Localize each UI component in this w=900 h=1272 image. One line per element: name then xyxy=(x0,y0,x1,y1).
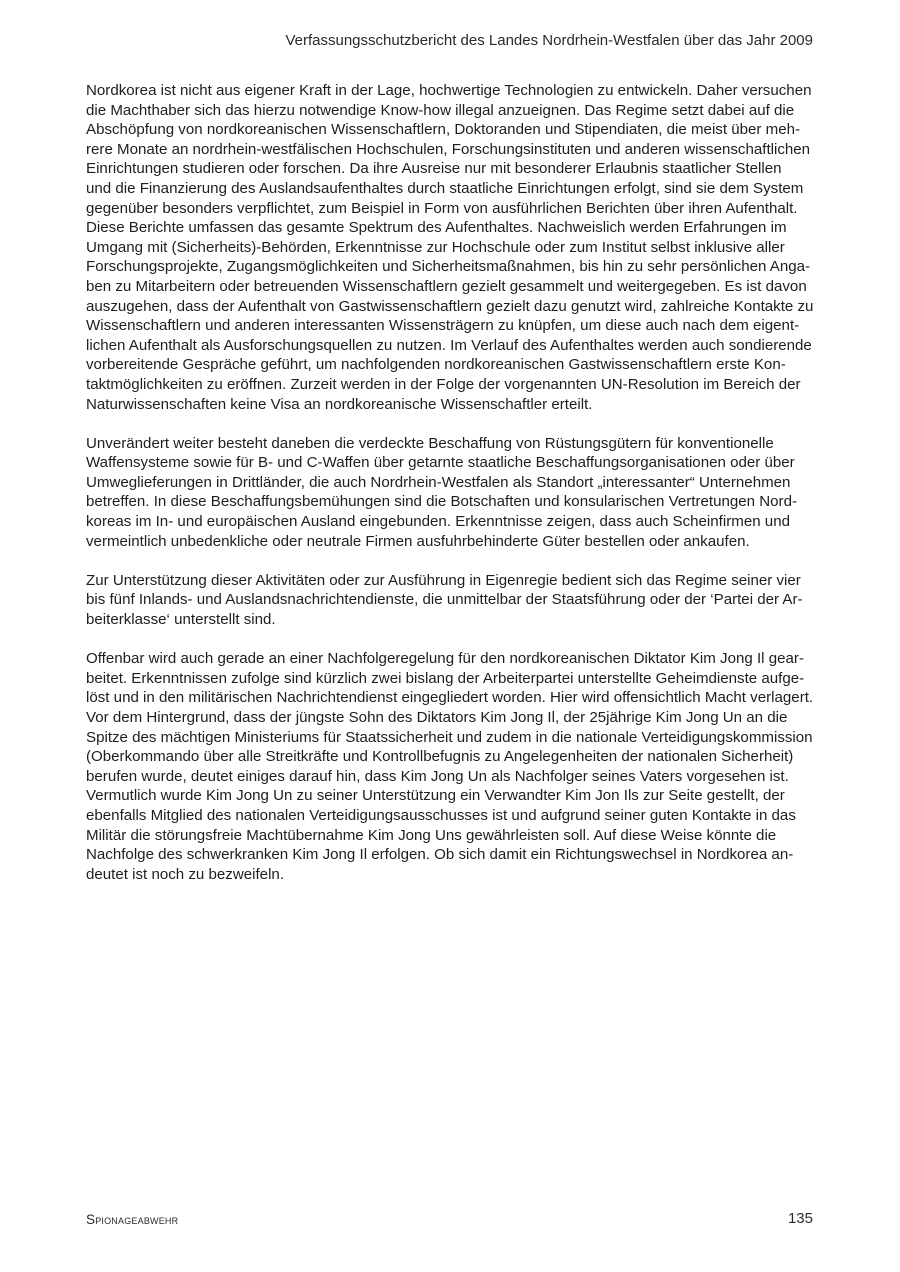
text-line: Vermutlich wurde Kim Jong Un zu seiner Unterstützung ein Verwandter Kim Jon Ils zur Seite gestellt, der xyxy=(86,787,785,805)
paragraph xyxy=(86,571,814,630)
text-line: Militär die störungsfreie Machtübernahme Kim Jong Uns gewährleisten soll. Auf diese Weise könnte die xyxy=(86,826,777,844)
text-line: die Machthaber sich das hierzu notwendige Know-how illegal anzueignen. Das Regime setzt dabei auf die xyxy=(86,101,795,119)
text-line: Umweglieferungen in Drittländer, die auch Nordrhein-Westfalen als Standort „interessanter“ Unternehmen xyxy=(86,473,791,491)
text-line: vermeintlich unbedenkliche oder neutrale Firmen ausfuhrbehinderte Güter bestellen oder ankaufen. xyxy=(86,532,750,550)
footer-section-title: Spionageabwehr xyxy=(86,1212,179,1227)
page-number: 135 xyxy=(787,1210,813,1227)
text-line: beiterklasse‘ unterstellt sind. xyxy=(86,611,276,629)
text-line: Forschungsprojekte, Zugangsmöglichkeiten und Sicherheitsmaßnahmen, bis hin zu sehr persönlichen Anga- xyxy=(86,258,811,276)
text-line: berufen wurde, deutet einiges darauf hin, dass Kim Jong Un als Nachfolger seines Vaters vorgesehen ist. xyxy=(86,767,789,785)
text-line: Vor dem Hintergrund, dass der jüngste Sohn des Diktators Kim Jong Il, der 25jährige Kim Jong Un an die xyxy=(86,709,788,726)
text-line: Offenbar wird auch gerade an einer Nachfolgeregelung für den nordkoreanischen Diktator Kim Jong Il gear- xyxy=(86,650,804,668)
text-line: bis fünf Inlands- und Auslandsnachrichtendienste, die unmittelbar der Staatsführung oder der ‘Partei der Ar- xyxy=(86,591,803,609)
text-line: Zur Unterstützung dieser Aktivitäten oder zur Ausführung in Eigenregie bedient sich das Regime seiner vier xyxy=(86,571,801,589)
text-line: Abschöpfung von nordkoreanischen Wissenschaftlern, Doktoranden und Stipendiaten, die meist über meh- xyxy=(86,121,801,139)
text-line: gegenüber besonders verpflichtet, zum Beispiel in Form von ausführlichen Berichten über ihren Aufenthalt. xyxy=(86,199,798,217)
text-line: Waffensysteme sowie für B- und C-Waffen über getarnte staatliche Beschaffungsorganisationen oder über xyxy=(86,454,795,472)
text-line: betreffen. In diese Beschaffungsbemühungen sind die Botschaften und konsularischen Vertretungen Nord- xyxy=(86,493,798,511)
text-line: Einrichtungen studieren oder forschen. Da ihre Ausreise nur mit besonderer Erlaubnis staatlicher Stellen xyxy=(86,160,782,178)
paragraph xyxy=(86,81,814,414)
text-line: deutet ist noch zu bezweifeln. xyxy=(86,865,285,883)
text-line: Umgang mit (Sicherheits)-Behörden, Erkenntnisse zur Hochschule oder zum Institut selbst inklusive aller xyxy=(86,238,785,256)
text-line: löst und in den militärischen Nachrichtendienst eingegliedert worden. Hier wird offensichtlich Macht verlagert. xyxy=(86,689,814,707)
text-line: (Oberkommando über alle Streitkräfte und Kontrollbefugnis zu Angelegenheiten der nationalen Sicherheit) xyxy=(86,748,794,766)
text-line: Wissenschaftlern und anderen interessanten Wissensträgern zu knüpfen, um diese auch nach dem eigent- xyxy=(86,317,800,335)
text-line: rere Monate an nordrhein-westfälischen Hochschulen, Forschungsinstituten und anderen wissenschaftlichen xyxy=(86,140,811,158)
text-line: ben zu Mitarbeitern oder betreuenden Wissenschaftlern gezielt gesammelt und weitergegeben. Es ist davon xyxy=(86,277,807,295)
text-line: taktmöglichkeiten zu eröffnen. Zurzeit werden in der Folge der vorgenannten UN-Resolution im Bereich der xyxy=(86,375,801,393)
text-line: koreas im In- und europäischen Ausland eingebunden. Erkenntnisse zeigen, dass auch Scheinfirmen und xyxy=(86,513,790,531)
text-line: vorbereitende Gespräche geführt, um nachfolgenden nordkoreanischen Gastwissenschaftlern erste Kon- xyxy=(86,356,786,374)
paragraph xyxy=(86,649,814,884)
text-line: ebenfalls Mitglied des nationalen Verteidigungsausschusses ist und aufgrund seiner guten Kontakte in das xyxy=(86,806,796,824)
text-line: und die Finanzierung des Auslandsaufenthaltes durch staatliche Einrichtungen erfolgt, sind sie dem System xyxy=(86,179,804,197)
text-line: beitet. Erkenntnissen zufolge sind kürzlich zwei bislang der Arbeiterpartei unterstellte Geheimdienste aufge- xyxy=(86,669,805,687)
paragraph xyxy=(86,434,814,552)
text-line: Nordkorea ist nicht aus eigener Kraft in der Lage, hochwertige Technologien zu entwickeln. Daher versuchen xyxy=(86,82,812,99)
text-line: lichen Aufenthalt als Ausforschungsquellen zu nutzen. Im Verlauf des Aufenthaltes werden auch sondierende xyxy=(86,336,812,354)
running-header: Verfassungsschutzbericht des Landes Nordrhein-Westfalen über das Jahr 2009 xyxy=(285,32,813,49)
text-line: auszugehen, dass der Aufenthalt von Gastwissenschaftlern gezielt dazu genutzt wird, zahlreiche Kontakte zu xyxy=(86,297,814,315)
text-line: Unverändert weiter besteht daneben die verdeckte Beschaffung von Rüstungsgütern für konventionelle xyxy=(86,434,774,452)
text-line: Spitze des mächtigen Ministeriums für Staatssicherheit und zudem in die nationale Verteidigungskommission xyxy=(86,728,813,746)
text-line: Naturwissenschaften keine Visa an nordkoreanische Wissenschaftler erteilt. xyxy=(86,395,593,413)
text-line: Diese Berichte umfassen das gesamte Spektrum des Aufenthaltes. Nachweislich werden Erfahrungen im xyxy=(86,219,787,237)
body-text xyxy=(86,81,814,904)
text-line: Nachfolge des schwerkranken Kim Jong Il erfolgen. Ob sich damit ein Richtungswechsel in Nordkorea an- xyxy=(86,846,794,864)
